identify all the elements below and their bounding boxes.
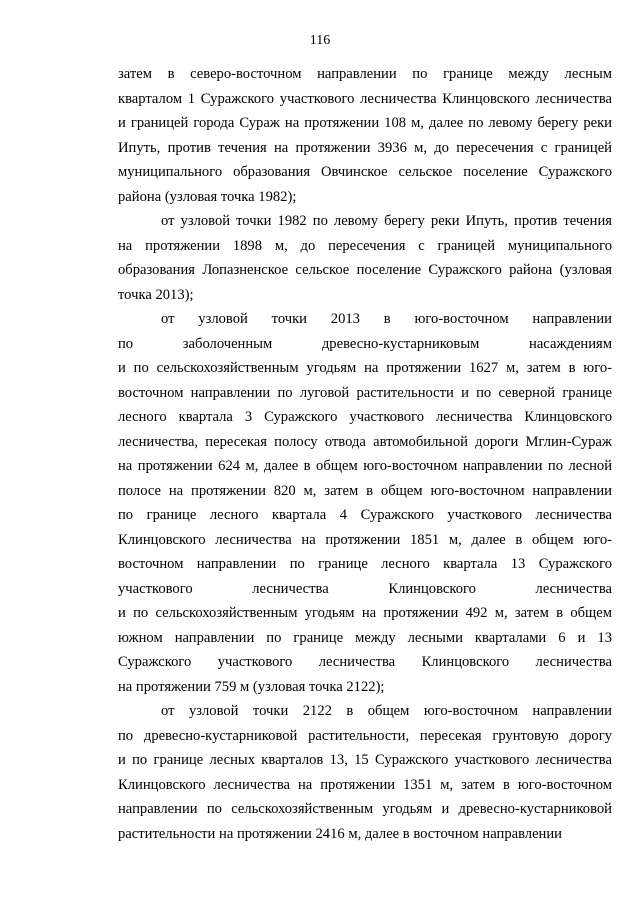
paragraph-line: Ипуть, против течения на протяжении 3936 м, до пересечения с границей [118,139,612,156]
paragraph-line: южном направлении по границе между лесными кварталами 6 и 13 [118,629,612,646]
paragraph-line: и по сельскохозяйственным угодьям на протяжении 492 м, затем в общем [118,605,612,621]
paragraph-line: Клинцовского лесничества на протяжении 1851 м, далее в общем юго- [118,531,612,548]
paragraph-line: полосе на протяжении 820 м, затем в общем юго-восточном направлении [118,482,612,499]
paragraph-line: и по границе лесных кварталов 13, 15 Суражского участкового лесничества [118,752,612,768]
paragraph-line: района (узловая точка 1982); [118,188,297,205]
paragraph-line: по заболоченным древесно-кустарниковым насаждениям [118,335,612,352]
paragraph-line: восточном направлении по границе лесного квартала 13 Суражского [118,556,612,572]
paragraph-line: и границей города Сураж на протяжении 108 м, далее по левому берегу реки [118,115,612,131]
paragraph-line: по древесно-кустарниковой растительности, пересекая грунтовую дорогу [118,727,612,744]
paragraph-line: кварталом 1 Суражского участкового лесничества Клинцовского лесничества [118,90,612,107]
paragraph-line: по границе лесного квартала 4 Суражского участкового лесничества [118,507,612,523]
paragraph-line: Клинцовского лесничества на протяжении 1351 м, затем в юго-восточном [118,776,612,793]
paragraph-line: и по сельскохозяйственным угодьям на протяжении 1627 м, затем в юго- [118,360,612,376]
paragraph-line: растительности на протяжении 2416 м, далее в восточном направлении [118,825,562,842]
paragraph-line: на протяжении 1898 м, до пересечения с границей муниципального [118,237,612,254]
paragraph-line: направлении по сельскохозяйственным угодьям и древесно-кустарниковой [118,801,612,817]
paragraph-line: образования Лопазненское сельское поселение Суражского района (узловая [118,262,612,278]
paragraph-line: лесничества, пересекая полосу отвода автомобильной дороги Мглин-Сураж [118,433,612,450]
paragraph-line: на протяжении 759 м (узловая точка 2122); [118,678,385,695]
paragraph-line: точка 2013); [118,286,194,303]
paragraph-line: Суражского участкового лесничества Клинцовского лесничества [118,654,612,670]
paragraph-line: восточном направлении по луговой растительности и по северной границе [118,384,612,401]
document-body [118,62,612,846]
paragraph-line: затем в северо-восточном направлении по границе между лесным [118,66,612,82]
paragraph-line: участкового лесничества Клинцовского лесничества [118,580,612,597]
page-number: 116 [309,33,331,48]
paragraph-line: от узловой точки 2013 в юго-восточном направлении [161,311,612,327]
paragraph-line: лесного квартала 3 Суражского участкового лесничества Клинцовского [118,409,612,425]
paragraph-line: от узловой точки 2122 в общем юго-восточном направлении [161,703,612,719]
paragraph-line: от узловой точки 1982 по левому берегу реки Ипуть, против течения [161,213,612,229]
paragraph-line: на протяжении 624 м, далее в общем юго-восточном направлении по лесной [118,458,612,474]
paragraph-line: муниципального образования Овчинское сельское поселение Суражского [118,164,612,180]
